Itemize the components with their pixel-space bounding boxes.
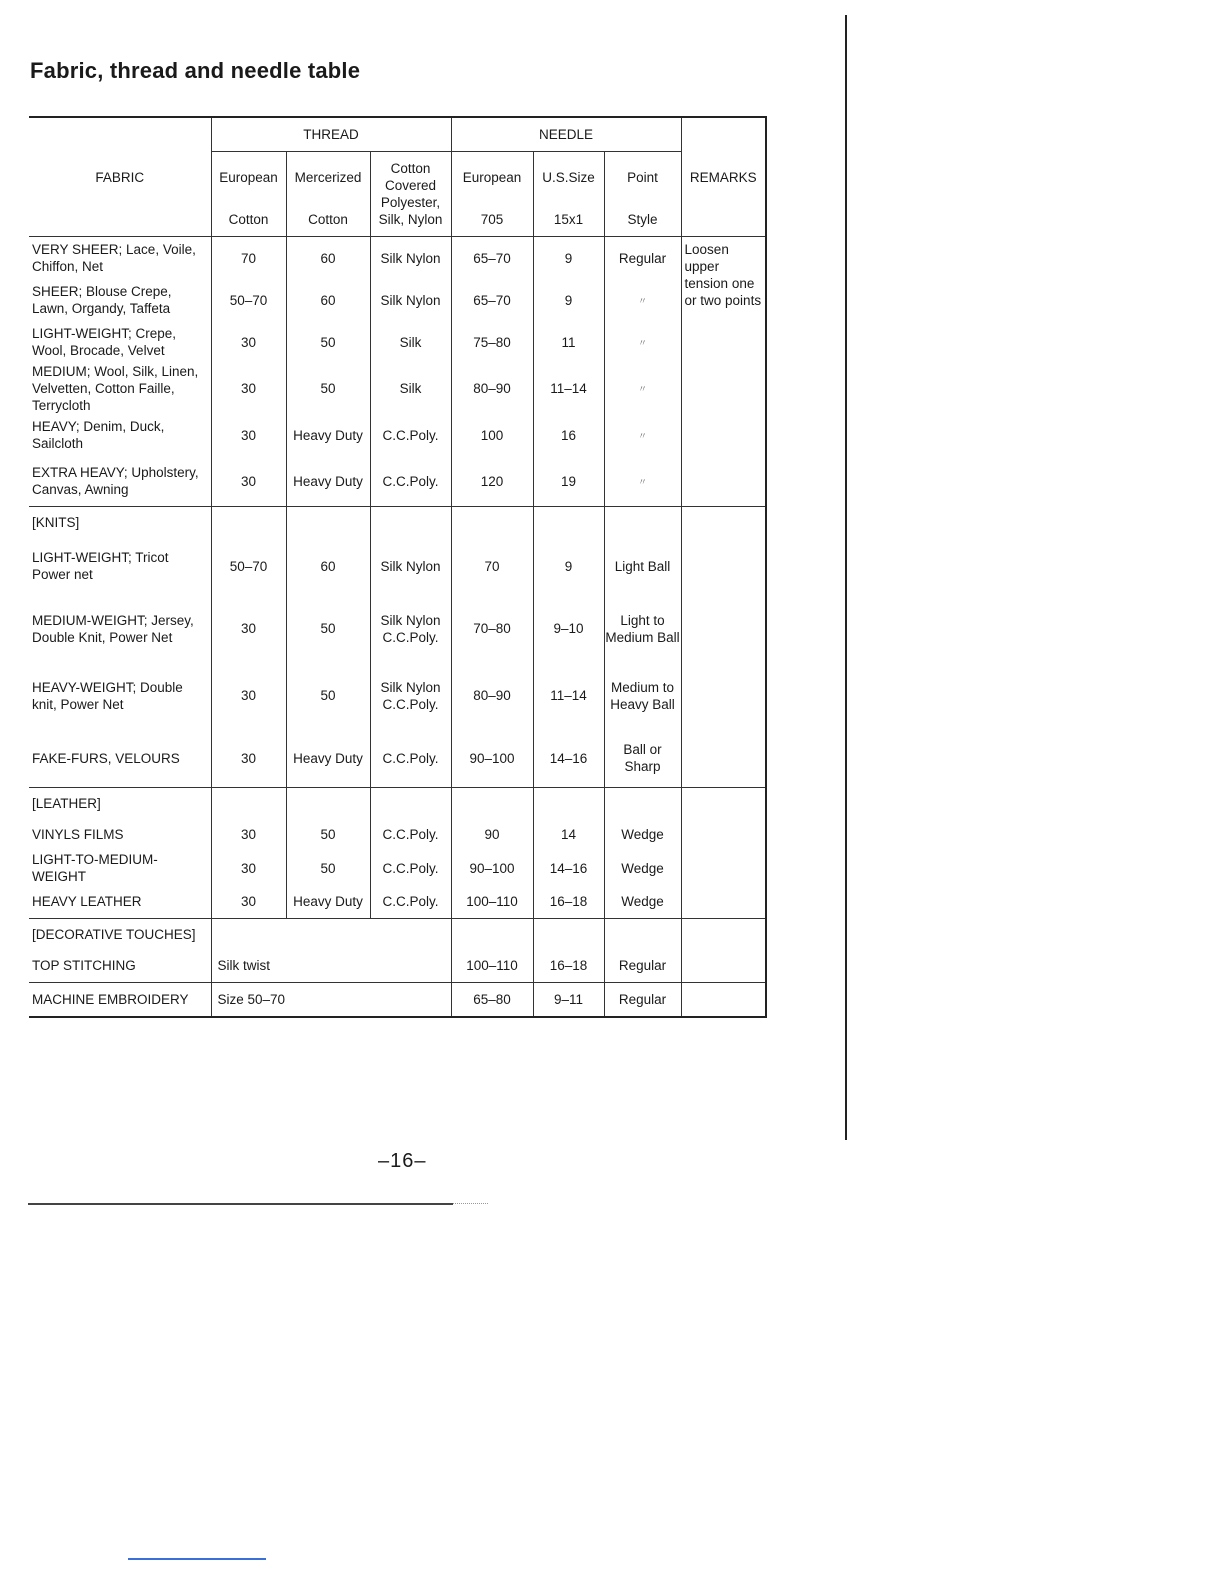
header-col-us-size-sub: 15x1 (533, 202, 604, 237)
fabric-thread-needle-table (29, 116, 767, 1018)
blue-underline (128, 1558, 266, 1560)
table-row: VINYLS FILMS 30 50 C.C.Poly. 90 14 Wedge (29, 818, 766, 851)
header-col-eu705-sub: 705 (451, 202, 533, 237)
header-needle: NEEDLE (451, 117, 681, 152)
page-title: Fabric, thread and needle table (30, 58, 361, 83)
table-row: LIGHT-WEIGHT; Tricot Power net 50–70 60 Silk Nylon 70 9 Light Ball (29, 537, 766, 595)
section-row-knits (29, 507, 766, 538)
table-row: MEDIUM; Wool, Silk, Linen, Velvetten, Cotton Faille, Terrycloth 30 50 Silk 80–90 11–14 〃 (29, 363, 766, 414)
ditto-mark: 〃 (638, 430, 648, 441)
table-row: LIGHT-WEIGHT; Crepe, Wool, Brocade, Velvet 30 50 Silk 75–80 11 〃 (29, 321, 766, 363)
header-col-mercerized-sub: Cotton (286, 202, 370, 237)
footer-rule-dotted (453, 1203, 488, 1204)
section-label-knits: [KNITS] (29, 507, 211, 538)
remarks-text: Loosen upper tension one or two points (684, 242, 762, 308)
footer-rule (28, 1203, 453, 1205)
header-col-cotton-covered: Cotton Covered Polyester, Silk, Nylon (370, 152, 451, 237)
section-label-decorative: [DECORATIVE TOUCHES] (29, 919, 211, 950)
page-binding-line (845, 15, 847, 1140)
header-col-point: Point (604, 152, 681, 203)
header-col-mercerized: Mercerized (286, 152, 370, 203)
page-number: –16– (378, 1150, 427, 1172)
table-row: LIGHT-TO-MEDIUM-WEIGHT 30 50 C.C.Poly. 90–100 14–16 Wedge (29, 851, 766, 885)
header-fabric: FABRIC (29, 117, 211, 237)
table-row: TOP STITCHING Silk twist 100–110 16–18 Regular (29, 949, 766, 983)
ditto-mark: 〃 (638, 476, 648, 487)
header-col-eu-cotton: European (211, 152, 286, 203)
ditto-mark: 〃 (638, 295, 648, 306)
header-remarks: REMARKS (681, 117, 766, 237)
table-row: MEDIUM-WEIGHT; Jersey, Double Knit, Power Net 30 50 Silk Nylon C.C.Poly. 70–80 9–10 Light to Medium Ball (29, 595, 766, 662)
header-thread: THREAD (211, 117, 451, 152)
ditto-mark: 〃 (638, 384, 648, 394)
remarks-cell (681, 237, 766, 507)
table-row: HEAVY; Denim, Duck, Sailcloth 30 Heavy Duty C.C.Poly. 100 16 〃 (29, 414, 766, 456)
ditto-mark: 〃 (638, 337, 648, 348)
header-col-us-size: U.S.Size (533, 152, 604, 203)
header-col-eu-cotton-sub: Cotton (211, 202, 286, 237)
table-row: EXTRA HEAVY; Upholstery, Canvas, Awning 30 Heavy Duty C.C.Poly. 120 19 〃 (29, 456, 766, 507)
table-row: HEAVY LEATHER 30 Heavy Duty C.C.Poly. 100–110 16–18 Wedge (29, 885, 766, 919)
table-row: HEAVY-WEIGHT; Double knit, Power Net 30 50 Silk Nylon C.C.Poly. 80–90 11–14 Medium to Heavy Ball (29, 662, 766, 729)
header-col-eu705: European (451, 152, 533, 203)
section-row-decorative (29, 919, 766, 950)
table-row: VERY SHEER; Lace, Voile, Chiffon, Net 70 60 Silk Nylon 65–70 9 Regular Loosen upper tension one or two points (29, 237, 766, 280)
section-row-leather (29, 788, 766, 819)
table-row: FAKE-FURS, VELOURS 30 Heavy Duty C.C.Poly. 90–100 14–16 Ball or Sharp (29, 729, 766, 788)
header-col-point-sub: Style (604, 202, 681, 237)
table-row: SHEER; Blouse Crepe, Lawn, Organdy, Taffeta 50–70 60 Silk Nylon 65–70 9 〃 (29, 279, 766, 321)
table-row: MACHINE EMBROIDERY Size 50–70 65–80 9–11 Regular (29, 983, 766, 1018)
section-label-leather: [LEATHER] (29, 788, 211, 819)
